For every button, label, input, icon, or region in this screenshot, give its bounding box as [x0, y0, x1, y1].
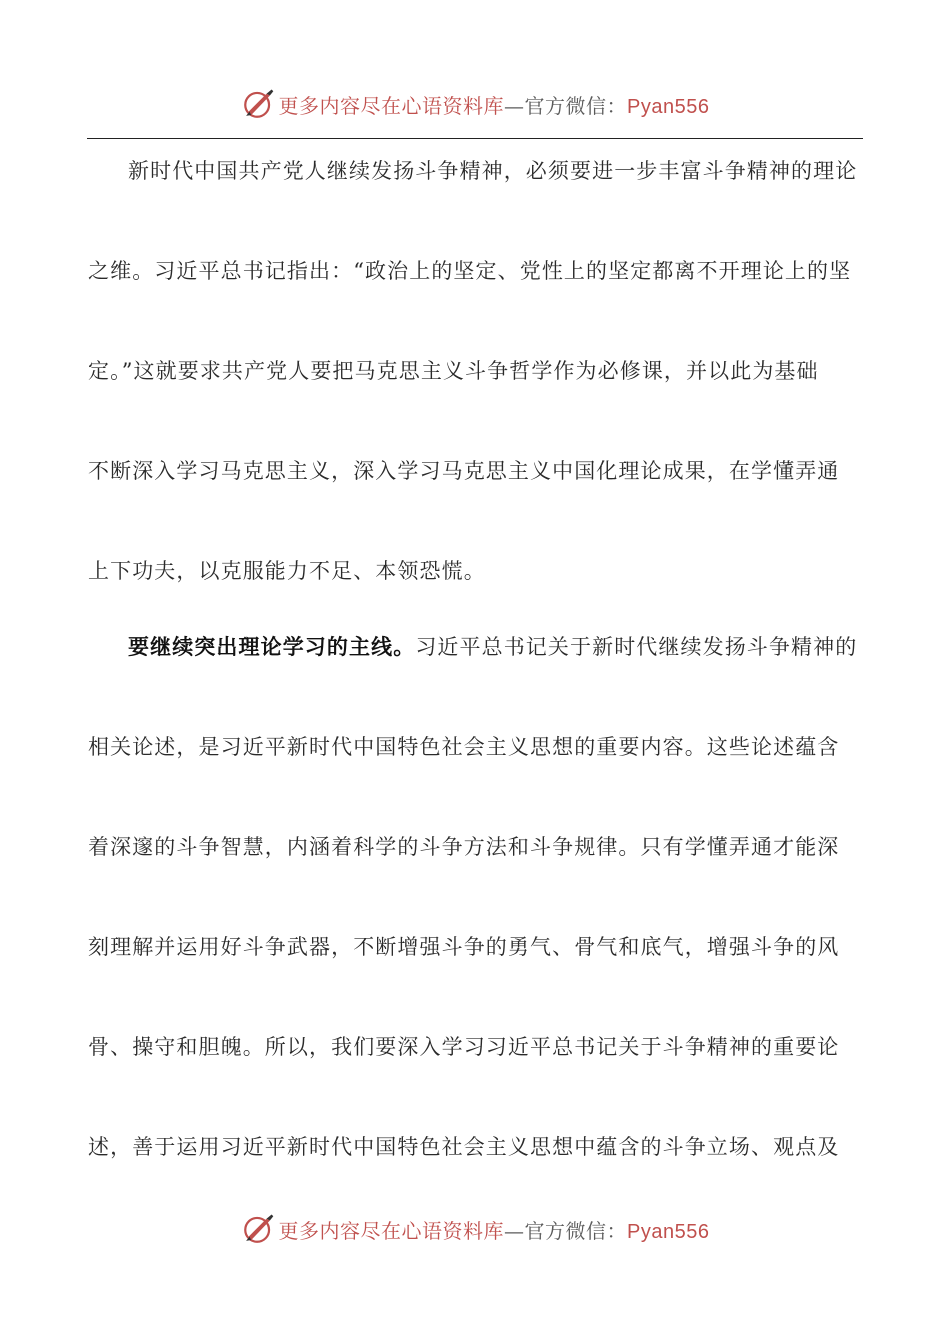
banner-library-text: 更多内容尽在心语资料库: [278, 93, 505, 118]
paragraph1-line-1: 新时代中国共产党人继续发扬斗争精神，必须要进一步丰富斗争精神的理论: [128, 159, 858, 183]
banner-wechat-id: Pyan556: [627, 95, 710, 118]
pen-logo-icon: [241, 1212, 275, 1246]
paragraph2-line-5: 骨、操守和胆魄。所以，我们要深入学习习近平总书记关于斗争精神的重要论: [88, 1035, 840, 1059]
paragraph2-line-1: [88, 632, 863, 662]
banner-wechat-label: —官方微信：: [504, 1218, 628, 1243]
paragraph2-line-4: 刻理解并运用好斗争武器，不断增强斗争的勇气、骨气和底气，增强斗争的风: [88, 935, 840, 959]
paragraph2-line-2: 相关论述，是习近平新时代中国特色社会主义思想的重要内容。这些论述蕴含: [88, 735, 840, 759]
paragraph2-heading: 要继续突出理论学习的主线。: [128, 635, 416, 659]
banner-wechat-label: —官方微信：: [504, 93, 628, 118]
paragraph2-line-6: 述，善于运用习近平新时代中国特色社会主义思想中蕴含的斗争立场、观点及: [88, 1135, 840, 1159]
paragraph1-line-2: 之维。习近平总书记指出：“政治上的坚定、党性上的坚定都离不开理论上的坚: [88, 259, 852, 283]
paragraph1-line-3: 定。”这就要求共产党人要把马克思主义斗争哲学作为必修课，并以此为基础: [88, 359, 819, 383]
banner-library-text: 更多内容尽在心语资料库: [278, 1218, 505, 1243]
footer-banner: [0, 1209, 950, 1249]
paragraph1-line-4: 不断深入学习马克思主义，深入学习马克思主义中国化理论成果，在学懂弄通: [88, 459, 840, 483]
header-banner: [0, 84, 950, 124]
pen-logo-icon: [241, 87, 275, 121]
banner-wechat-id: Pyan556: [627, 1220, 710, 1243]
paragraph2-line-1-text: 习近平总书记关于新时代继续发扬斗争精神的: [415, 635, 858, 659]
header-divider: [87, 138, 863, 139]
paragraph1-line-5: 上下功夫，以克服能力不足、本领恐慌。: [88, 559, 486, 583]
paragraph2-line-3: 着深邃的斗争智慧，内涵着科学的斗争方法和斗争规律。只有学懂弄通才能深: [88, 835, 840, 859]
